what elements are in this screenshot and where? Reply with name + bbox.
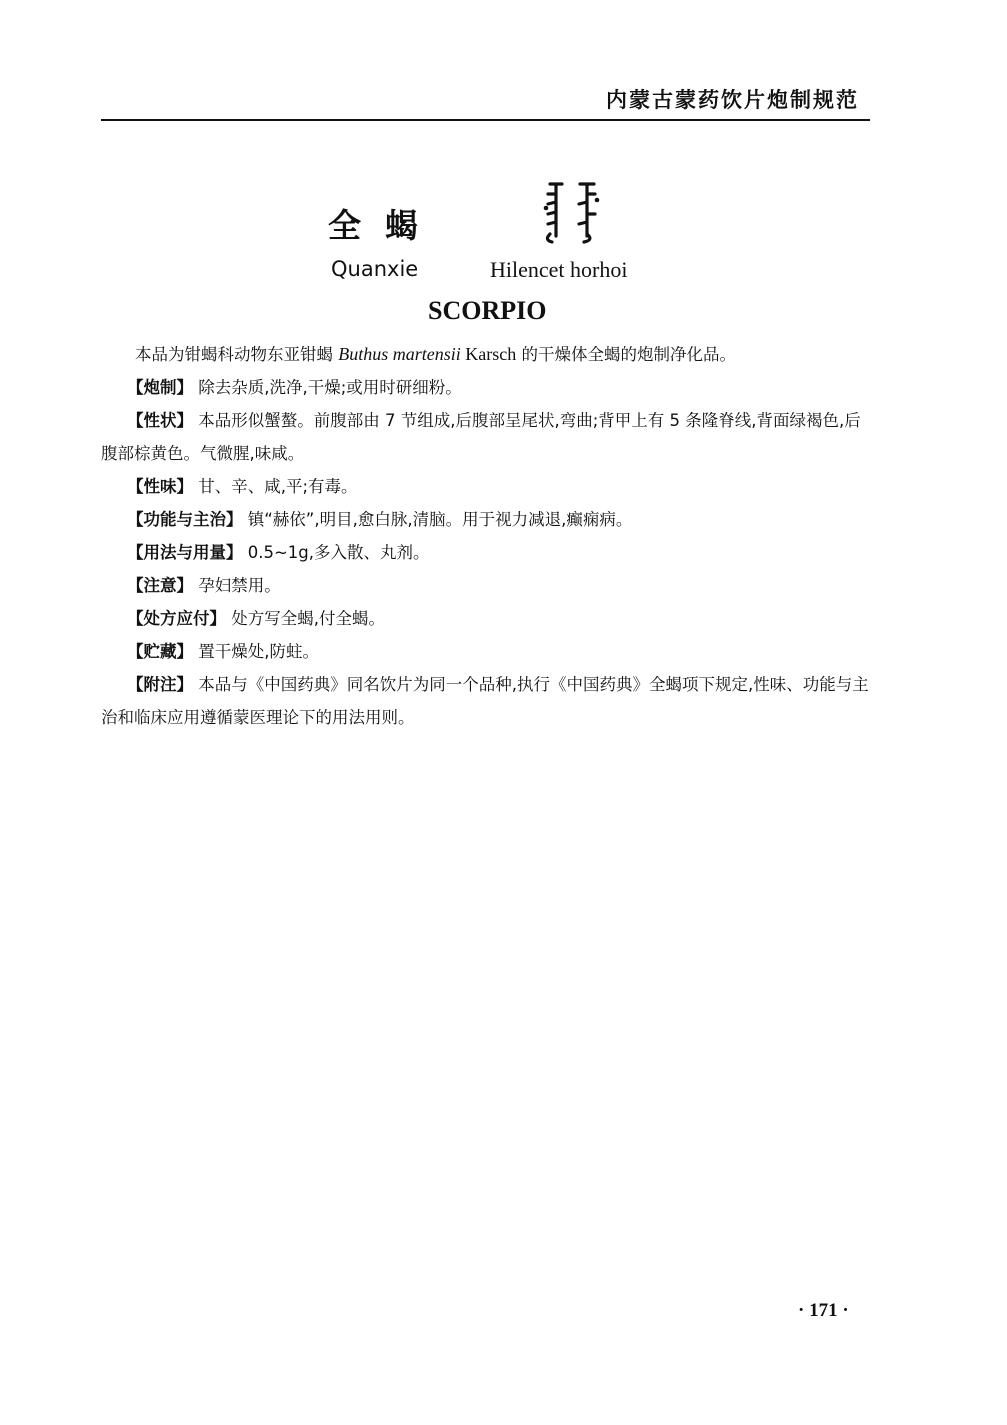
author-citation: Karsch <box>460 344 517 364</box>
mongolian-script-title <box>536 180 606 244</box>
section-processing <box>101 371 870 404</box>
section-label: 【处方应付】 <box>127 609 226 628</box>
section-text: 处方写全蝎,付全蝎。 <box>226 609 385 628</box>
title-chinese: 全蝎 <box>328 206 442 245</box>
section-label: 【性状】 <box>127 411 193 430</box>
section-taste <box>101 470 870 503</box>
scientific-name: Buthus martensii <box>338 344 461 364</box>
section-indications <box>101 503 870 536</box>
section-text: 镇“赫依”,明目,愈白脉,清脑。用于视力减退,癫痫病。 <box>242 510 633 529</box>
page-number: · 171 · <box>798 1300 849 1321</box>
intro-paragraph <box>101 338 870 371</box>
section-notes <box>101 668 870 734</box>
section-label: 【附注】 <box>127 675 193 694</box>
section-text: 置干燥处,防蛀。 <box>193 642 319 661</box>
title-latin: SCORPIO <box>428 296 547 325</box>
section-label: 【功能与主治】 <box>127 510 243 529</box>
section-prescription <box>101 602 870 635</box>
intro-suffix: 的干燥体全蝎的炮制净化品。 <box>516 345 736 364</box>
section-text: 除去杂质,洗净,干燥;或用时研细粉。 <box>193 378 462 397</box>
intro-prefix: 本品为钳蝎科动物东亚钳蝎 <box>135 345 339 364</box>
section-label: 【性味】 <box>127 477 193 496</box>
section-precautions <box>101 569 870 602</box>
title-mongolian-latin: Hilencet horhoi <box>490 257 628 282</box>
section-text: 甘、辛、咸,平;有毒。 <box>193 477 358 496</box>
section-label: 【注意】 <box>127 576 193 595</box>
section-label: 【用法与用量】 <box>127 543 243 562</box>
section-label: 【炮制】 <box>127 378 193 397</box>
section-text: 本品形似蟹螯。前腹部由 7 节组成,后腹部呈尾状,弯曲;背甲上有 5 条隆脊线,背面绿褐色,后腹部棕黄色。气微腥,味咸。 <box>101 411 861 463</box>
section-text: 本品与《中国药典》同名饮片为同一个品种,执行《中国药典》全蝎项下规定,性味、功能与主治和临床应用遵循蒙医理论下的用法用则。 <box>101 675 869 727</box>
section-description <box>101 404 870 470</box>
section-storage <box>101 635 870 668</box>
title-pinyin: Quanxie <box>331 257 419 281</box>
section-dosage <box>101 536 870 569</box>
header-rule <box>101 119 870 121</box>
section-text: 孕妇禁用。 <box>193 576 281 595</box>
monograph-body <box>101 338 870 734</box>
running-header: 内蒙古蒙药饮片炮制规范 <box>606 88 859 112</box>
section-label: 【贮藏】 <box>127 642 193 661</box>
section-text: 0.5~1g,多入散、丸剂。 <box>242 543 430 562</box>
